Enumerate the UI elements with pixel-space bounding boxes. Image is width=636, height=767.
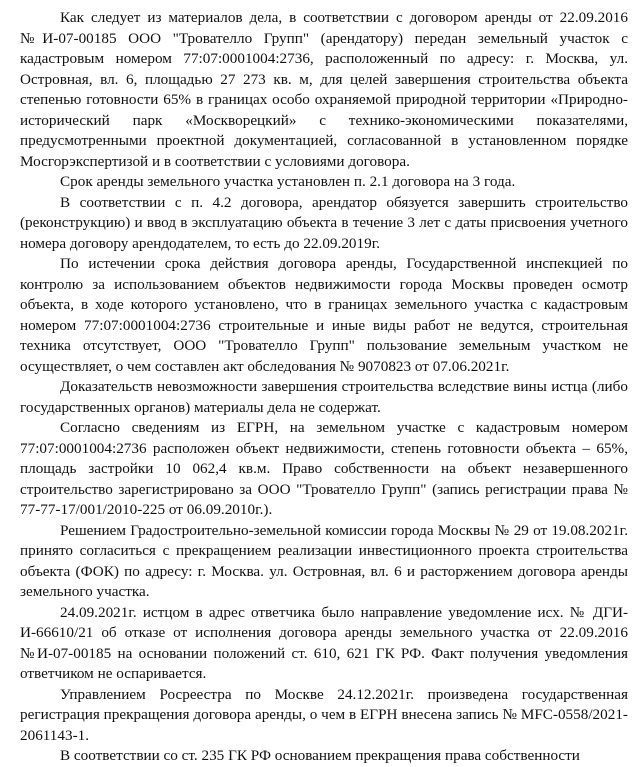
- paragraph-article-235: В соответствии со ст. 235 ГК РФ основанием прекращения права собственности: [60, 747, 580, 764]
- paragraph-inspection: По истечении срока действия договора аренды, Государственной инспекцией по контролю за использованием объектов недвижимости города Москвы проведен осмотр объекта, в ходе которого установлено, что в границах земельного участка с кадастровым номером 77:07:0001004:2736 строительные и иные виды работ не ведутся, строительная техника отсутствует, ООО "Трователло Групп" пользование земельным участком не осуществляет, о чем составлен акт обследования № 9070823 от 07.06.2021г.: [20, 255, 628, 375]
- paragraph-notice: 24.09.2021г. истцом в адрес ответчика было направление уведомление исх. № ДГИ-И-66610/21 об отказе от исполнения договора аренды земельного участка от 22.09.2016 №И-07-00185 на основании положений ст. 610, 621 ГК РФ. Факт получения уведомления ответчиком не оспаривается.: [20, 603, 628, 682]
- paragraph-no-evidence: Доказательств невозможности завершения строительства вследствие вины истца (либо государственных органов) материалы дела не содержат.: [20, 378, 628, 416]
- paragraph-egrn-info: Согласно сведениям из ЕГРН, на земельном участке с кадастровым номером 77:07:0001004:2736 расположен объект недвижимости, степень готовности объекта – 65%, площадь застройки 10 062,4 кв.м. Право собственности на объект незавершенного строительство зарегистрировано за ООО "Трователло Групп" (запись регистрации права № 77-77-17/001/2010-225 от 06.09.2010г.).: [20, 419, 628, 518]
- paragraph-lease-term: Срок аренды земельного участка установлен п. 2.1 договора на 3 года.: [60, 173, 516, 190]
- paragraph-commission-decision: Решением Градостроительно-земельной комиссии города Москвы № 29 от 19.08.2021г. принято согласиться с прекращением реализации инвестиционного проекта строительства объекта (ФОК) по адресу: г. Москва. ул. Островная, вл. 6 и расторжением договора аренды земельного участка.: [20, 521, 628, 600]
- paragraph-construction-deadline: В соответствии с п. 4.2 договора, арендатор обязуется завершить строительство (реконструкцию) и ввод в эксплуатацию объекта в течение 3 лет с даты присвоения учетного номера договору арендодателем, то есть до 22.09.2019г.: [20, 193, 628, 252]
- paragraph-lease-transfer: Как следует из материалов дела, в соответствии с договором аренды от 22.09.2016 №И-07-00185 ООО "Трователло Групп" (арендатору) передан земельный участок с кадастровым номером 77:07:0001004:2736, расположенный по адресу: г. Москва, ул. Островная, вл. 6, площадью 27 273 кв. м, для целей завершения строительства объекта степенью готовности 65% в границах особо охраняемой природной территории «Природно-исторический парк «Москворецкий» с технико-экономическими показателями, предусмотренными проектной документацией, согласованной в установленном порядке Мосгорэкспертизой и в соответствии с условиями договора.: [20, 9, 628, 170]
- document-body: [20, 8, 628, 767]
- paragraph-rosreestr: Управлением Росреестра по Москве 24.12.2021г. произведена государственная регистрация прекращения договора аренды, о чем в ЕГРН внесена запись № MFC-0558/2021-2061143-1.: [20, 685, 628, 744]
